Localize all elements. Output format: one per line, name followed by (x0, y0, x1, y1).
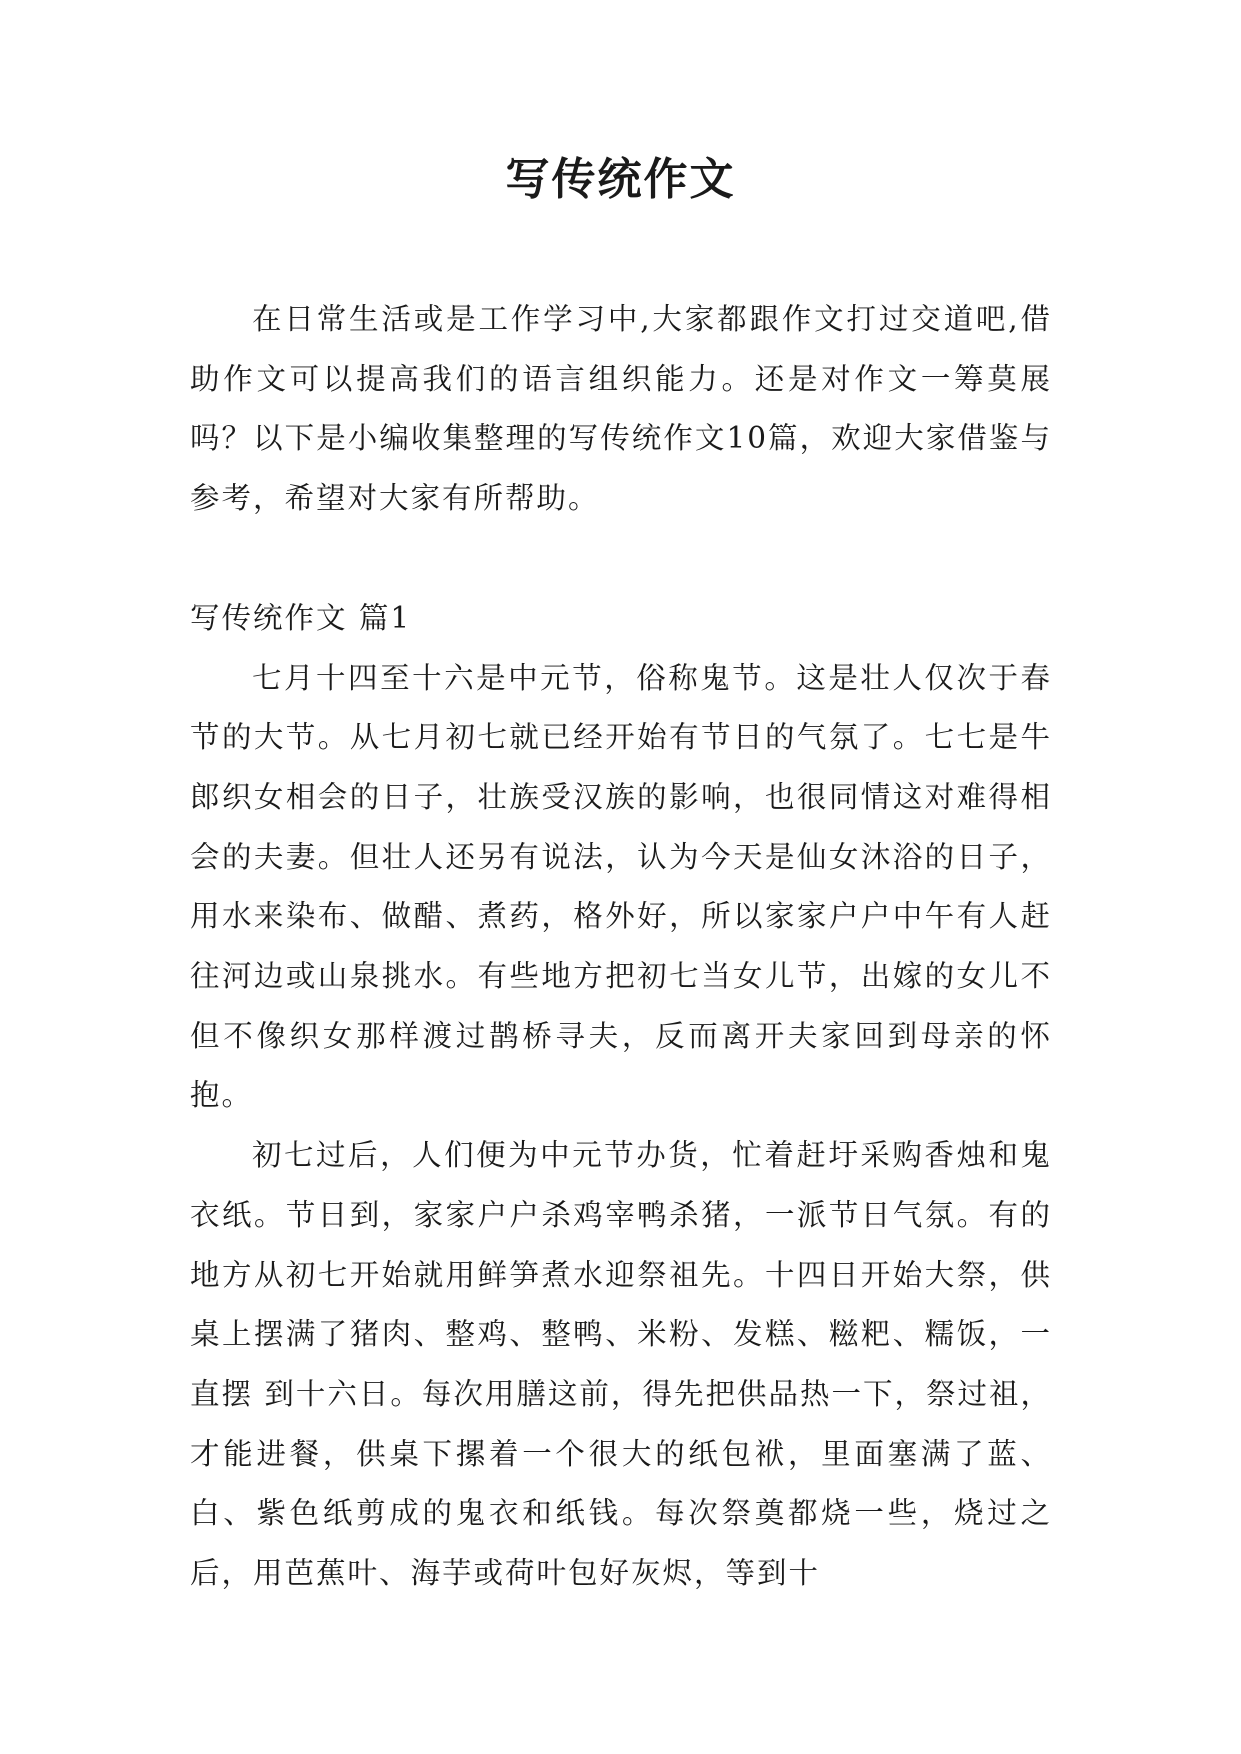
body-paragraph-1: 七月十四至十六是中元节，俗称鬼节。这是壮人仅次于春节的大节。从七月初七就已经开始有节日的气氛了。七七是牛郎织女相会的日子，壮族受汉族的影响，也很同情这对难得相会的夫妻。但壮人还另有说法，认为今天是仙女沐浴的日子，用水来染布、做醋、煮药，格外好，所以家家户户中午有人赶往河边或山泉挑水。有些地方把初七当女儿节，出嫁的女儿不但不像织女那样渡过鹊桥寻夫，反而离开夫家回到母亲的怀抱。 (190, 660, 1052, 1113)
intro-paragraph: 在日常生活或是工作学习中,大家都跟作文打过交道吧,借助作文可以提高我们的语言组织能力。还是对作文一筹莫展吗？以下是小编收集整理的写传统作文10篇，欢迎大家借鉴与参考，希望对大家有所帮助。 (190, 302, 1052, 516)
document-title: 写传统作文 (505, 154, 736, 205)
document-body (190, 290, 1052, 1604)
section-heading: 写传统作文 篇1 (190, 600, 412, 635)
body-paragraph-2: 初七过后，人们便为中元节办货，忙着赶圩采购香烛和鬼衣纸。节日到，家家户户杀鸡宰鸭杀猪，一派节日气氛。有的地方从初七开始就用鲜笋煮水迎祭祖先。十四日开始大祭，供桌上摆满了猪肉、整鸡、整鸭、米粉、发糕、糍粑、糯饭，一直摆 到十六日。每次用膳这前，得先把供品热一下，祭过祖，才能进餐，供桌下摞着一个很大的纸包袱，里面塞满了蓝、白、紫色纸剪成的鬼衣和纸钱。每次祭奠都烧一些，烧过之后，用芭蕉叶、海芋或荷叶包好灰烬，等到十 (190, 1138, 1052, 1591)
